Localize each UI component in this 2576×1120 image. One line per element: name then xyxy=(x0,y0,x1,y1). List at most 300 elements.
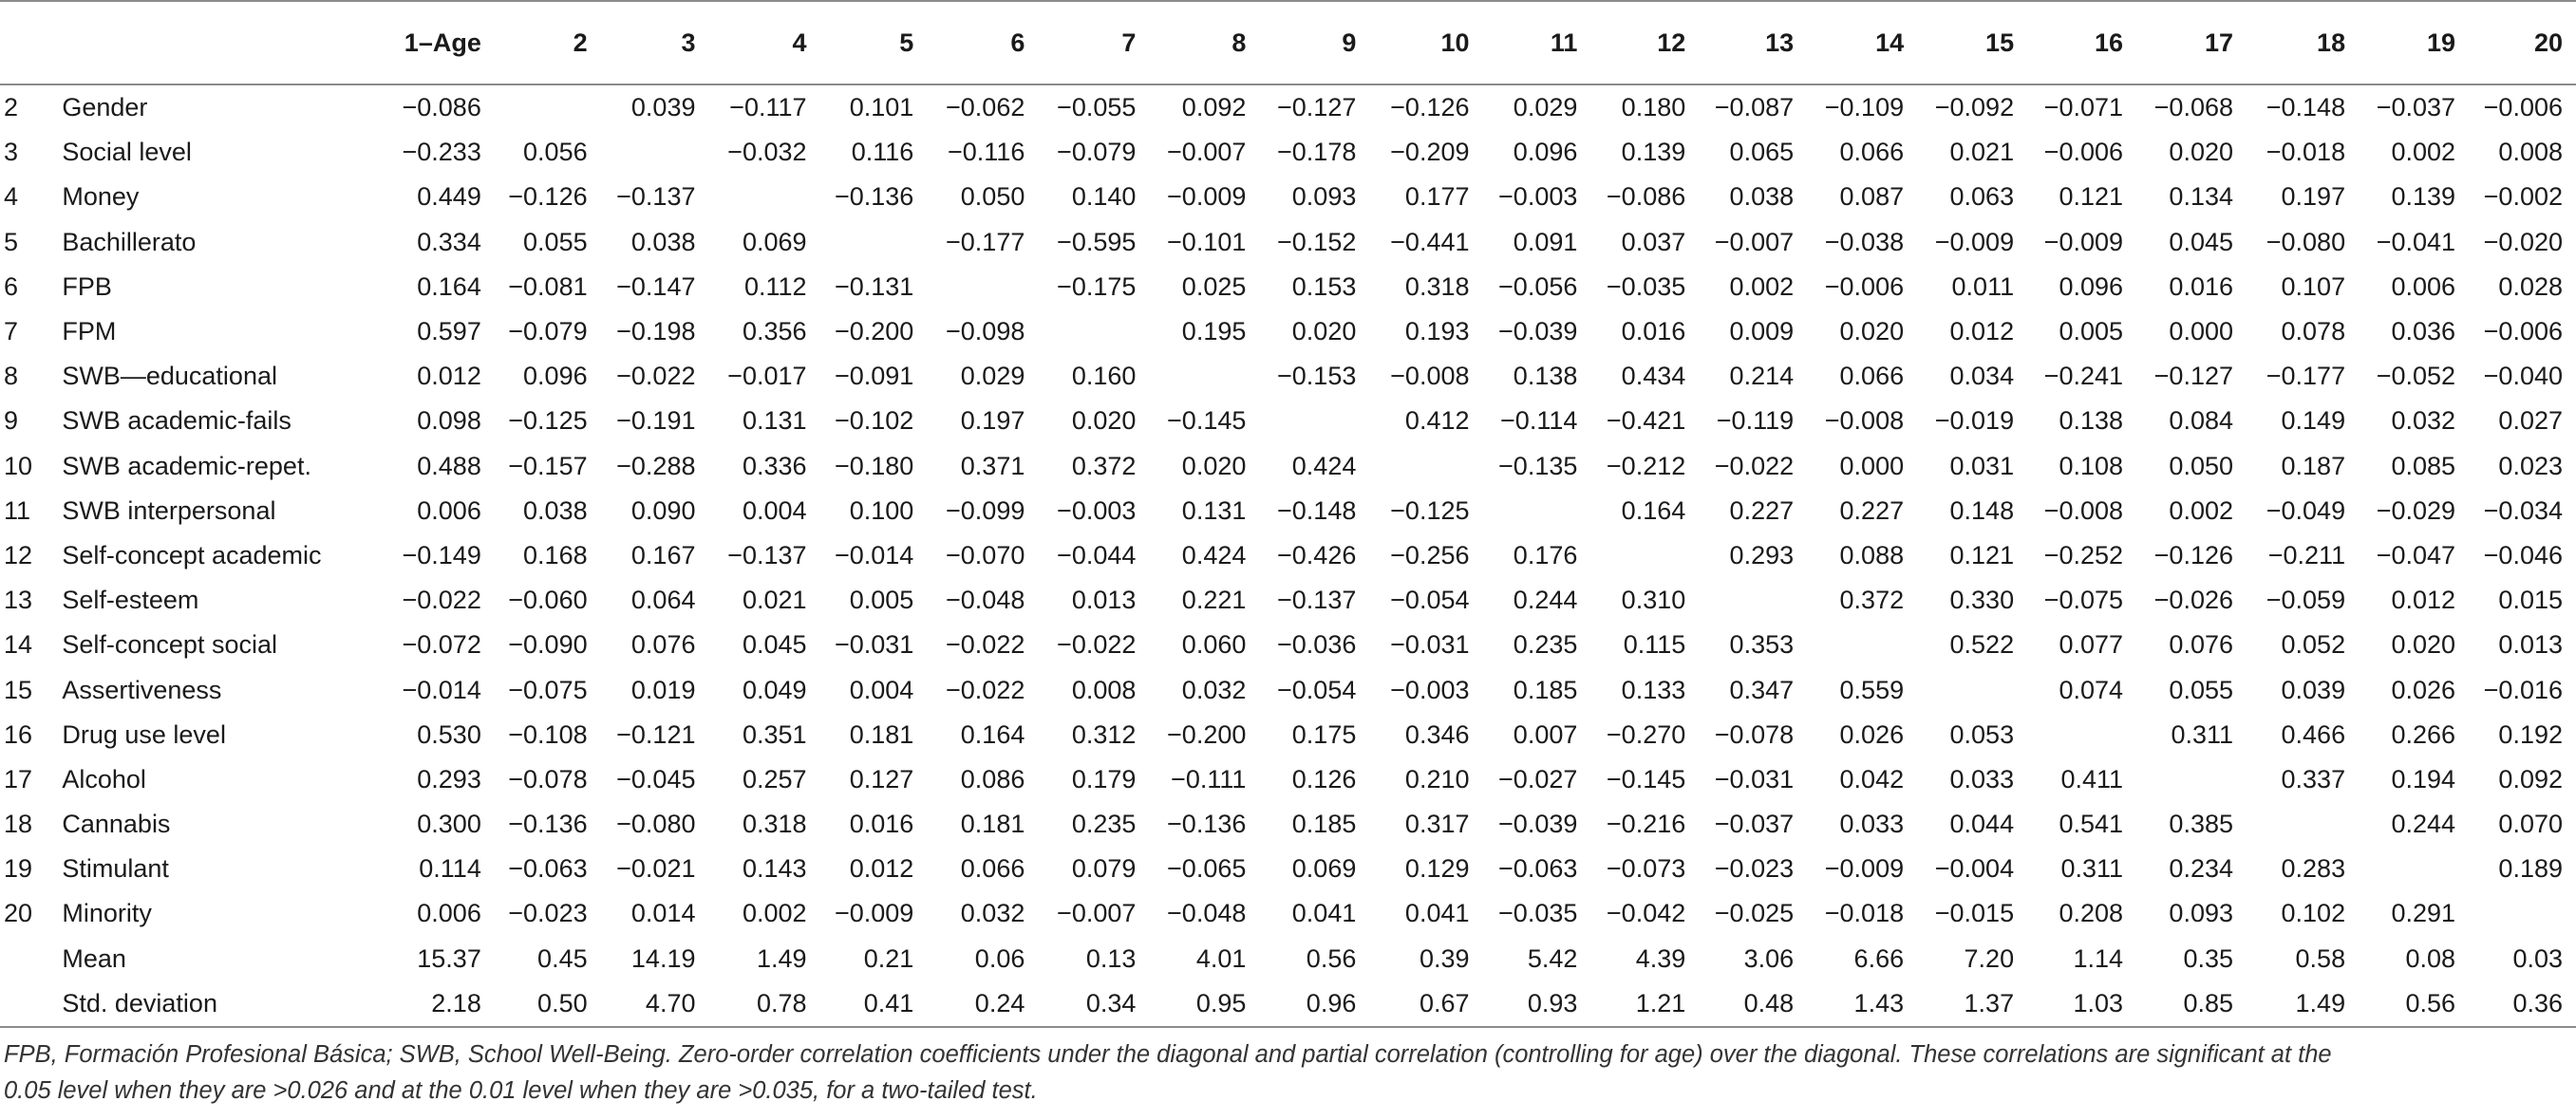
table-cell: 4.70 xyxy=(601,981,709,1027)
table-cell: −0.014 xyxy=(402,675,481,704)
table-cell: 0.194 xyxy=(2391,764,2456,793)
table-cell: 0.015 xyxy=(2498,586,2563,615)
table-cell: 0.334 xyxy=(417,227,481,256)
table-cell: 3.06 xyxy=(1743,943,1795,973)
table-cell: 1.37 xyxy=(1917,981,2027,1027)
table-cell: −0.035 xyxy=(1606,271,1686,301)
row-label: Drug use level xyxy=(62,719,226,749)
row-label: SWB—educational xyxy=(62,362,277,391)
table-cell: 0.098 xyxy=(417,406,481,436)
table-cell: −0.035 xyxy=(1498,899,1578,928)
table-cell: 0.129 xyxy=(1404,854,1470,884)
table-cell: 0.214 xyxy=(1729,362,1795,391)
table-cell: −0.072 xyxy=(402,630,481,660)
table-cell xyxy=(1483,489,1591,533)
table-cell: 0.56 xyxy=(1306,943,1357,973)
table-cell: −0.040 xyxy=(2483,362,2563,391)
row-label: SWB academic-repet. xyxy=(62,451,311,480)
table-cell: 0.351 xyxy=(742,719,807,749)
table-cell: −0.200 xyxy=(1167,719,1247,749)
table-cell: −0.037 xyxy=(2376,93,2456,122)
table-cell: −0.059 xyxy=(2266,586,2346,615)
table-cell: −0.048 xyxy=(1167,899,1247,928)
table-cell: 0.257 xyxy=(742,764,807,793)
table-cell: −0.135 xyxy=(1498,451,1578,480)
table-cell: 0.090 xyxy=(630,495,696,525)
table-cell: 4.39 xyxy=(1635,943,1686,973)
table-cell: 0.95 xyxy=(1149,981,1259,1027)
table-cell: 0.310 xyxy=(1621,586,1686,615)
table-cell: 0.235 xyxy=(1071,810,1137,839)
table-cell: 0.48 xyxy=(1699,981,1807,1027)
column-header: 12 xyxy=(1590,1,1699,84)
table-row xyxy=(0,399,2576,443)
table-cell: −0.009 xyxy=(1167,182,1247,212)
table-cell xyxy=(2247,802,2359,847)
table-cell: 0.192 xyxy=(2498,719,2563,749)
table-cell: −0.101 xyxy=(1167,227,1247,256)
table-cell: 0.181 xyxy=(849,719,914,749)
table-cell: 0.008 xyxy=(2498,138,2563,167)
table-cell xyxy=(495,84,601,130)
table-cell: 0.283 xyxy=(2281,854,2346,884)
table-cell: −0.152 xyxy=(1277,227,1357,256)
table-cell: −0.078 xyxy=(508,764,588,793)
column-header: 2 xyxy=(495,1,601,84)
table-cell: 0.012 xyxy=(849,854,914,884)
table-cell: 0.143 xyxy=(742,854,807,884)
table-cell: −0.042 xyxy=(1606,899,1686,928)
table-cell: −0.149 xyxy=(402,540,481,569)
table-cell: 0.176 xyxy=(1513,540,1578,569)
table-row xyxy=(0,757,2576,802)
table-cell: −0.233 xyxy=(402,138,481,167)
table-cell xyxy=(2027,713,2136,757)
row-label: Self-concept academic xyxy=(62,540,322,569)
table-cell: 0.042 xyxy=(1839,764,1905,793)
table-cell: −0.006 xyxy=(1824,271,1905,301)
table-row xyxy=(0,623,2576,667)
row-number: 11 xyxy=(4,495,31,525)
table-cell: −0.137 xyxy=(1277,586,1357,615)
table-cell: 0.139 xyxy=(1621,138,1686,167)
table-cell: 0.086 xyxy=(960,764,1025,793)
table-cell: 0.175 xyxy=(1291,719,1357,749)
table-cell: 0.412 xyxy=(1404,406,1470,436)
table-cell: −0.054 xyxy=(1277,675,1357,704)
table-cell: −0.136 xyxy=(1167,810,1247,839)
table-cell: 0.139 xyxy=(2391,182,2456,212)
table-cell: 0.039 xyxy=(630,93,696,122)
table-cell: 0.134 xyxy=(2169,182,2233,212)
table-cell: 0.084 xyxy=(2169,406,2233,436)
table-cell: 0.149 xyxy=(2281,406,2346,436)
table-cell xyxy=(820,220,928,265)
table-cell: −0.137 xyxy=(616,182,696,212)
table-cell: 0.108 xyxy=(2059,451,2124,480)
table-cell: 0.336 xyxy=(742,451,807,480)
table-cell: 0.088 xyxy=(1839,540,1905,569)
table-cell: 0.197 xyxy=(960,406,1025,436)
table-cell: −0.039 xyxy=(1498,810,1578,839)
table-cell: 0.244 xyxy=(1513,586,1578,615)
table-cell: 0.093 xyxy=(2169,899,2233,928)
row-number: 10 xyxy=(4,451,33,480)
table-cell: 0.002 xyxy=(2169,495,2233,525)
table-cell: −0.038 xyxy=(1824,227,1905,256)
table-cell: −0.009 xyxy=(2043,227,2124,256)
table-cell: −0.078 xyxy=(1714,719,1795,749)
table-cell xyxy=(1149,354,1259,399)
row-label: Std. deviation xyxy=(62,981,370,1027)
table-cell: 0.356 xyxy=(742,317,807,346)
table-cell: 0.347 xyxy=(1729,675,1795,704)
table-cell: 0.079 xyxy=(1071,854,1137,884)
table-cell: 0.221 xyxy=(1181,586,1247,615)
table-cell: 0.126 xyxy=(1291,764,1357,793)
table-cell: 0.210 xyxy=(1404,764,1470,793)
row-number: 2 xyxy=(4,93,19,122)
table-cell: 0.074 xyxy=(2059,675,2124,704)
table-cell: −0.052 xyxy=(2376,362,2456,391)
table-cell: −0.595 xyxy=(1057,227,1137,256)
table-cell: −0.044 xyxy=(1057,540,1137,569)
table-cell: 0.006 xyxy=(417,899,481,928)
table-cell: 0.45 xyxy=(537,943,588,973)
table-cell: 0.026 xyxy=(2391,675,2456,704)
table-cell: 0.012 xyxy=(417,362,481,391)
table-cell: 0.066 xyxy=(1839,138,1905,167)
table-cell: 0.019 xyxy=(630,675,696,704)
table-cell: 0.039 xyxy=(2281,675,2346,704)
table-cell: 0.006 xyxy=(2391,271,2456,301)
column-header: 7 xyxy=(1038,1,1149,84)
table-cell: −0.209 xyxy=(1390,138,1470,167)
row-label: Stimulant xyxy=(62,854,169,884)
table-cell: 0.266 xyxy=(2391,719,2456,749)
table-cell: 0.031 xyxy=(1949,451,2015,480)
table-cell: 0.006 xyxy=(417,495,481,525)
column-header: 19 xyxy=(2359,1,2469,84)
table-cell: 0.449 xyxy=(417,182,481,212)
table-cell: 1.03 xyxy=(2027,981,2136,1027)
table-row xyxy=(0,265,2576,309)
table-cell: −0.022 xyxy=(1714,451,1795,480)
table-cell: 7.20 xyxy=(1964,943,2015,973)
table-cell: −0.081 xyxy=(508,271,588,301)
table-cell: 0.346 xyxy=(1404,719,1470,749)
table-cell: 0.020 xyxy=(2391,630,2456,660)
table-cell: −0.068 xyxy=(2153,93,2233,122)
table-cell: −0.009 xyxy=(1824,854,1905,884)
table-cell: −0.008 xyxy=(2043,495,2124,525)
table-cell: −0.121 xyxy=(616,719,696,749)
table-cell: −0.022 xyxy=(1057,630,1137,660)
table-cell: 0.008 xyxy=(1071,675,1137,704)
table-cell: −0.073 xyxy=(1606,854,1686,884)
table-row xyxy=(0,220,2576,265)
row-number: 5 xyxy=(4,227,19,256)
table-cell: 0.424 xyxy=(1181,540,1247,569)
table-cell: 0.066 xyxy=(1839,362,1905,391)
table-row xyxy=(0,309,2576,354)
row-number: 8 xyxy=(4,362,19,391)
table-cell: 0.029 xyxy=(1513,93,1578,122)
row-number: 14 xyxy=(4,630,33,660)
table-cell: 0.041 xyxy=(1291,899,1357,928)
table-cell xyxy=(2469,891,2576,936)
table-cell: 0.177 xyxy=(1404,182,1470,212)
column-header: 10 xyxy=(1369,1,1482,84)
table-cell: 0.069 xyxy=(742,227,807,256)
table-cell: 0.076 xyxy=(630,630,696,660)
row-label: Cannabis xyxy=(62,810,171,839)
row-number xyxy=(0,937,62,981)
table-cell: 0.244 xyxy=(2391,810,2456,839)
table-cell: −0.062 xyxy=(946,93,1025,122)
table-cell: 0.050 xyxy=(960,182,1025,212)
table-cell: 0.053 xyxy=(1949,719,2015,749)
table-cell: −0.007 xyxy=(1057,899,1137,928)
table-cell xyxy=(1259,399,1369,443)
row-label: Self-esteem xyxy=(62,586,199,615)
table-cell: 0.127 xyxy=(849,764,914,793)
row-number: 15 xyxy=(4,675,33,704)
table-cell: −0.148 xyxy=(1277,495,1357,525)
row-label: Alcohol xyxy=(62,764,146,793)
table-cell: −0.031 xyxy=(1714,764,1795,793)
table-cell: −0.016 xyxy=(2483,675,2563,704)
table-cell: 0.559 xyxy=(1839,675,1905,704)
table-cell: 0.033 xyxy=(1949,764,2015,793)
table-cell: 0.078 xyxy=(2281,317,2346,346)
table-cell: 0.227 xyxy=(1729,495,1795,525)
table-cell: −0.007 xyxy=(1714,227,1795,256)
row-number: 20 xyxy=(4,899,33,928)
table-cell: 0.312 xyxy=(1071,719,1137,749)
table-cell: −0.027 xyxy=(1498,764,1578,793)
table-cell: 0.58 xyxy=(2295,943,2346,973)
table-cell: 0.052 xyxy=(2281,630,2346,660)
table-cell: −0.008 xyxy=(1824,406,1905,436)
table-cell: 0.318 xyxy=(742,810,807,839)
table-cell: −0.145 xyxy=(1167,406,1247,436)
table-cell: −0.018 xyxy=(2266,138,2346,167)
table-cell: −0.009 xyxy=(1934,227,2015,256)
row-label: SWB academic-fails xyxy=(62,406,291,436)
table-cell: 0.102 xyxy=(2281,899,2346,928)
table-cell: −0.006 xyxy=(2043,138,2124,167)
row-number: 17 xyxy=(4,764,33,793)
table-cell: 0.021 xyxy=(1949,138,2015,167)
table-cell: −0.212 xyxy=(1606,451,1686,480)
table-cell: 0.069 xyxy=(1291,854,1357,884)
table-cell: 0.023 xyxy=(2498,451,2563,480)
table-cell: −0.036 xyxy=(1277,630,1357,660)
table-cell: 0.091 xyxy=(1513,227,1578,256)
table-cell: 0.066 xyxy=(960,854,1025,884)
table-cell: 0.115 xyxy=(1623,630,1686,660)
table-cell: 0.093 xyxy=(1291,182,1357,212)
table-cell: 0.03 xyxy=(2512,943,2563,973)
table-cell: 0.087 xyxy=(1839,182,1905,212)
table-cell: −0.079 xyxy=(508,317,588,346)
table-cell xyxy=(2136,757,2247,802)
table-cell: −0.177 xyxy=(946,227,1025,256)
table-cell: 0.522 xyxy=(1949,630,2015,660)
table-cell: −0.252 xyxy=(2043,540,2124,569)
table-cell: 0.36 xyxy=(2469,981,2576,1027)
table-cell: −0.177 xyxy=(2266,362,2346,391)
table-cell: 0.96 xyxy=(1259,981,1369,1027)
table-cell: 0.56 xyxy=(2359,981,2469,1027)
table-cell: 0.011 xyxy=(1951,271,2015,301)
row-label: Gender xyxy=(62,93,148,122)
table-cell: −0.015 xyxy=(1934,899,2015,928)
table-cell: 0.007 xyxy=(1513,719,1578,749)
table-cell: 0.193 xyxy=(1404,317,1470,346)
table-cell: −0.099 xyxy=(946,495,1025,525)
table-row xyxy=(0,667,2576,712)
table-cell: 0.002 xyxy=(1729,271,1795,301)
table-cell: 0.93 xyxy=(1483,981,1591,1027)
table-cell: 0.541 xyxy=(2059,810,2124,839)
table-cell: 0.78 xyxy=(708,981,819,1027)
table-cell: 0.101 xyxy=(849,93,914,122)
table-cell: −0.063 xyxy=(508,854,588,884)
table-cell: −0.048 xyxy=(946,586,1025,615)
table-row xyxy=(0,981,2576,1027)
table-cell: 0.185 xyxy=(1291,810,1357,839)
table-cell: −0.004 xyxy=(1934,854,2015,884)
table-cell: −0.256 xyxy=(1390,540,1470,569)
column-header: 8 xyxy=(1149,1,1259,84)
table-cell: 0.116 xyxy=(851,138,914,167)
table-cell: −0.037 xyxy=(1714,810,1795,839)
row-number: 3 xyxy=(4,138,19,167)
table-cell: 0.208 xyxy=(2059,899,2124,928)
table-cell: 0.153 xyxy=(1291,271,1357,301)
table-cell: −0.003 xyxy=(1057,495,1137,525)
row-label: Mean xyxy=(62,943,126,973)
table-cell: 0.016 xyxy=(2169,271,2233,301)
table-row xyxy=(0,130,2576,175)
table-cell: 0.371 xyxy=(960,451,1025,480)
table-row xyxy=(0,175,2576,219)
table-cell: 0.597 xyxy=(417,317,481,346)
table-cell: 0.164 xyxy=(417,271,481,301)
table-cell: 0.179 xyxy=(1071,764,1137,793)
row-number: 9 xyxy=(4,406,19,436)
table-cell: −0.080 xyxy=(616,810,696,839)
table-cell: −0.288 xyxy=(616,451,696,480)
table-cell: 1.21 xyxy=(1590,981,1699,1027)
table-cell: 0.138 xyxy=(1513,362,1578,391)
table-cell: −0.009 xyxy=(834,899,914,928)
table-cell: 0.168 xyxy=(523,540,588,569)
table-cell: 0.189 xyxy=(2498,854,2563,884)
table-cell: −0.270 xyxy=(1606,719,1686,749)
table-cell: 0.038 xyxy=(630,227,696,256)
table-cell: −0.021 xyxy=(616,854,696,884)
table-cell: −0.131 xyxy=(834,271,914,301)
table-row xyxy=(0,891,2576,936)
table-cell: 0.060 xyxy=(1181,630,1247,660)
table-cell: 1.43 xyxy=(1807,981,1917,1027)
table-cell: 0.121 xyxy=(1949,540,2015,569)
header-blank-cell xyxy=(0,1,62,84)
table-cell: −0.198 xyxy=(616,317,696,346)
table-cell: −0.441 xyxy=(1390,227,1470,256)
row-number: 16 xyxy=(4,719,33,749)
table-cell: 0.026 xyxy=(1839,719,1905,749)
table-row xyxy=(0,847,2576,891)
table-cell: 0.027 xyxy=(2498,406,2563,436)
table-cell: 0.424 xyxy=(1291,451,1357,480)
table-cell: −0.126 xyxy=(1390,93,1470,122)
column-header: 13 xyxy=(1699,1,1807,84)
table-cell: 0.038 xyxy=(523,495,588,525)
table-cell: −0.070 xyxy=(946,540,1025,569)
table-cell: 0.50 xyxy=(495,981,601,1027)
table-cell: −0.054 xyxy=(1390,586,1470,615)
table-cell: 0.114 xyxy=(419,854,481,884)
table-cell: −0.180 xyxy=(834,451,914,480)
table-cell: 0.235 xyxy=(1513,630,1578,660)
table-cell: 0.020 xyxy=(1181,451,1247,480)
table-cell: −0.020 xyxy=(2483,227,2563,256)
table-cell: −0.049 xyxy=(2266,495,2346,525)
table-cell: −0.003 xyxy=(1498,182,1578,212)
table-cell: 0.13 xyxy=(1085,943,1137,973)
table-cell: 0.195 xyxy=(1181,317,1247,346)
table-cell: 0.107 xyxy=(2281,271,2346,301)
column-header: 17 xyxy=(2136,1,2247,84)
table-cell: −0.147 xyxy=(616,271,696,301)
table-cell: 0.300 xyxy=(417,810,481,839)
table-cell: 0.092 xyxy=(2498,764,2563,793)
table-cell: −0.126 xyxy=(508,182,588,212)
table-cell: 6.66 xyxy=(1853,943,1905,973)
table-cell: 0.085 xyxy=(2391,451,2456,480)
table-cell: 0.164 xyxy=(1621,495,1686,525)
table-cell: 0.032 xyxy=(1181,675,1247,704)
table-cell: −0.114 xyxy=(1500,406,1578,436)
table-cell: 0.21 xyxy=(863,943,914,973)
table-cell xyxy=(601,130,709,175)
table-cell: −0.022 xyxy=(616,362,696,391)
row-number: 19 xyxy=(4,854,33,884)
column-header: 5 xyxy=(820,1,928,84)
table-cell xyxy=(927,265,1038,309)
table-cell: −0.175 xyxy=(1057,271,1137,301)
table-row xyxy=(0,489,2576,533)
table-cell: −0.092 xyxy=(1934,93,2015,122)
table-cell: −0.153 xyxy=(1277,362,1357,391)
table-cell: 0.050 xyxy=(2169,451,2233,480)
footnote-line-2: 0.05 level when they are >0.026 and at the 0.01 level when they are >0.035, for a two-tailed test. xyxy=(4,1077,1038,1104)
table-cell: −0.006 xyxy=(2483,317,2563,346)
row-label: Minority xyxy=(62,899,152,928)
table-cell: −0.007 xyxy=(1167,138,1247,167)
table-cell: −0.003 xyxy=(1390,675,1470,704)
table-cell: −0.211 xyxy=(2267,540,2346,569)
table-cell: 0.092 xyxy=(1181,93,1247,122)
table-cell: −0.080 xyxy=(2266,227,2346,256)
table-cell: 0.311 xyxy=(2171,719,2233,749)
table-cell: 0.055 xyxy=(2169,675,2233,704)
table-cell xyxy=(708,175,819,219)
